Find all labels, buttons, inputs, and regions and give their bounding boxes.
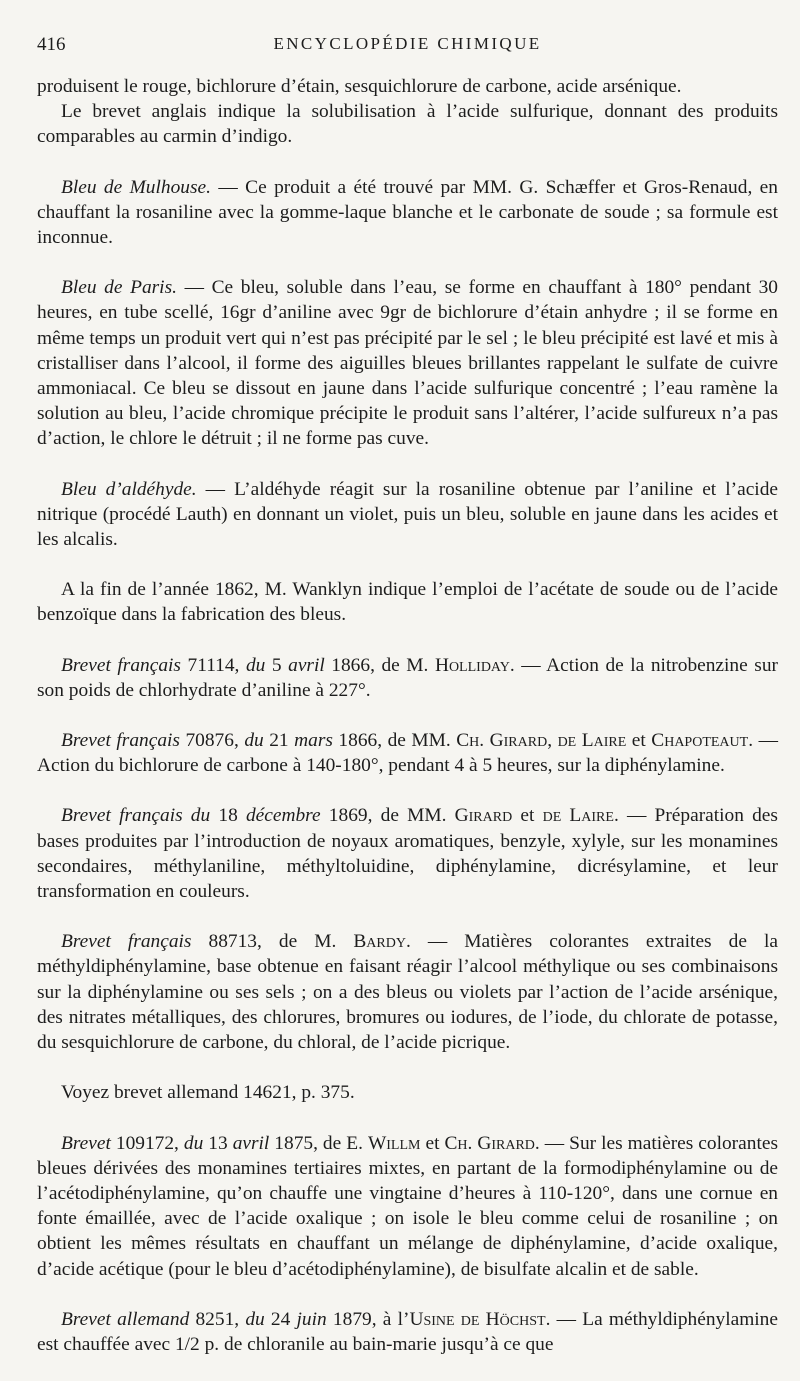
paragraph xyxy=(37,275,778,451)
paragraph xyxy=(37,803,778,904)
small-caps-name: de Laire xyxy=(557,730,627,752)
paragraph xyxy=(37,1131,778,1282)
text-run: — Ce bleu, soluble dans l’eau, se forme en chauffant à 180° pendant 30 heures, en tube scellé, 16gr d’aniline avec 9gr de bichlorure d’étain anhydre ; il se forme en même temps un produit vert qui n’est pas précipité par le sel ; le bleu précipité est lavé et mis à cristalliser dans l’alcool, il forme des aiguilles bleues brillantes rappelant le sulfate de cuivre ammoniacal. Ce bleu se dissout en jaune dans l’acide sulfurique concentré ; l’eau ramène la solution au bleu, l’acide chromique précipite le produit sans l’altérer, l’acide sulfureux n’a pas d’action, le chlore le détruit ; il ne forme pas cuve. xyxy=(37,277,778,450)
text-run: 88713, de M. xyxy=(191,931,354,953)
paragraph xyxy=(37,1080,778,1105)
italic-text: Bleu de Paris. xyxy=(61,277,177,299)
text-run: Voyez brevet allemand 14621, p. 375. xyxy=(61,1082,355,1104)
body-text xyxy=(37,74,778,1357)
text-run: Le brevet anglais indique la solubilisation à l’acide sulfurique, donnant des produits comparables au carmin d’indigo. xyxy=(37,101,778,148)
italic-text: avril xyxy=(288,654,325,676)
text-run: 5 xyxy=(265,654,289,676)
text-run: 1866, de M. xyxy=(324,654,435,676)
text-run: 8251, xyxy=(189,1308,246,1330)
text-run: 70876, xyxy=(179,730,245,752)
paragraph xyxy=(37,99,778,149)
paragraph xyxy=(37,653,778,703)
italic-text: du xyxy=(245,654,266,676)
text-run: 1875, de E. xyxy=(269,1132,368,1154)
small-caps-name: Usine de Höchst xyxy=(409,1308,546,1330)
text-run: 1879, à l’ xyxy=(326,1308,410,1330)
text-run: 71114, xyxy=(180,654,246,676)
text-run: . — Matières colorantes extraites de la méthyldiphénylamine, base obtenue en faisant réagir l’alcool méthylique ou ses combinaisons sur la diphénylamine ou ses sels ; on a des bleus ou violets par l’action de l’acide arsénique, des nitrates métalliques, des chlorures, bromures ou iodures, de l’iode, du chlorate de potasse, du sesquichlorure de carbone, du chloral, de l’acide picrique. xyxy=(37,931,778,1054)
italic-text: juin xyxy=(296,1308,327,1330)
small-caps-name: Ch. Girard xyxy=(456,730,548,752)
paragraph xyxy=(37,728,778,778)
small-caps-name: Bardy xyxy=(353,931,406,953)
small-caps-name: Girard xyxy=(454,805,513,827)
italic-text: Brevet allemand xyxy=(61,1308,190,1330)
italic-text: du xyxy=(244,730,264,752)
text-run: . — La méthyldiphénylamine est chauffée avec 1/2 p. de chloranile au bain-marie jusqu’à ce que xyxy=(37,1308,778,1355)
text-run: et xyxy=(626,730,652,752)
text-run: 13 xyxy=(203,1132,233,1154)
italic-text: Brevet xyxy=(61,1132,111,1154)
italic-text: Brevet français xyxy=(61,730,180,752)
text-run: . — Action de la nitrobenzine sur son poids de chlorhydrate d’aniline à 227°. xyxy=(37,654,778,701)
text-run: . — Action du bichlorure de carbone à 140-180°, pendant 4 à 5 heures, sur la diphénylamine. xyxy=(37,730,778,777)
text-run: 18 xyxy=(210,805,246,827)
small-caps-name: Holliday xyxy=(434,654,510,676)
italic-text: Bleu d’aldéhyde. xyxy=(61,478,197,500)
text-run: . — Sur les matières colorantes bleues dérivées des monamines tertiaires mixtes, en partant de la formodiphénylamine ou de l’acétodiphénylamine, qu’on chauffe une vingtaine d’heures à 110-120°, dans une cornue en fonte émaillée, avec de l’acide oxalique ; on isole le bleu comme celui de rosaniline ; on obtient les mêmes résultats en chauffant un mélange de diphénylamine, d’acide oxalique, d’acide acétique (pour le bleu d’acétodiphénylamine), de bisulfate alcalin et de sable. xyxy=(37,1132,778,1280)
italic-text: Brevet français du xyxy=(61,805,211,827)
page-header xyxy=(37,34,778,58)
paragraph xyxy=(37,929,778,1055)
text-run: et xyxy=(512,805,543,827)
small-caps-name: Ch. Girard xyxy=(444,1132,535,1154)
italic-text: Bleu de Mulhouse. xyxy=(61,176,211,198)
paragraph xyxy=(37,577,778,627)
running-title: ENCYCLOPÉDIE CHIMIQUE xyxy=(273,34,542,53)
italic-text: mars xyxy=(294,730,333,752)
text-run: 21 xyxy=(263,730,295,752)
text-run: 1869, de MM. xyxy=(320,805,455,827)
italic-text: Brevet français xyxy=(61,931,192,953)
paragraph xyxy=(37,74,778,99)
italic-text: avril xyxy=(232,1132,270,1154)
text-run: , xyxy=(547,730,558,752)
small-caps-name: Willm xyxy=(367,1132,421,1154)
text-run: A la fin de l’année 1862, M. Wanklyn indique l’emploi de l’acétate de soude ou de l’acide benzoïque dans la fabrication des bleus. xyxy=(37,579,778,626)
paragraph xyxy=(37,175,778,251)
italic-text: décembre xyxy=(245,805,321,827)
small-caps-name: de Laire xyxy=(542,805,614,827)
small-caps-name: Chapoteaut xyxy=(651,730,749,752)
italic-text: du xyxy=(183,1132,204,1154)
text-run: 1866, de MM. xyxy=(332,730,457,752)
text-run: 109172, xyxy=(110,1132,184,1154)
text-run: — Ce produit a été trouvé par MM. G. Schæffer et Gros-Renaud, en chauffant la rosaniline avec la gomme-laque blanche et le carbonate de soude ; sa formule est inconnue. xyxy=(37,176,778,249)
paragraph xyxy=(37,1307,778,1357)
italic-text: du xyxy=(245,1308,265,1330)
italic-text: Brevet français xyxy=(61,654,181,676)
text-run: produisent le rouge, bichlorure d’étain, sesquichlorure de carbone, acide arsénique. xyxy=(37,76,682,97)
text-run: 24 xyxy=(264,1308,297,1330)
page-number: 416 xyxy=(37,34,66,55)
text-run: — L’aldéhyde réagit sur la rosaniline obtenue par l’aniline et l’acide nitrique (procédé Lauth) en donnant un violet, puis un bleu, soluble en jaune dans les acides et les alcalis. xyxy=(37,478,778,551)
paragraph xyxy=(37,477,778,553)
text-run: . — Préparation des bases produites par l’introduction de noyaux aromatiques, benzyle, xylyle, sur les monamines secondaires, méthylaniline, méthyltoluidine, diphénylamine, dicrésylamine, et leur transformation en couleurs. xyxy=(37,805,778,903)
text-run: et xyxy=(420,1132,445,1154)
